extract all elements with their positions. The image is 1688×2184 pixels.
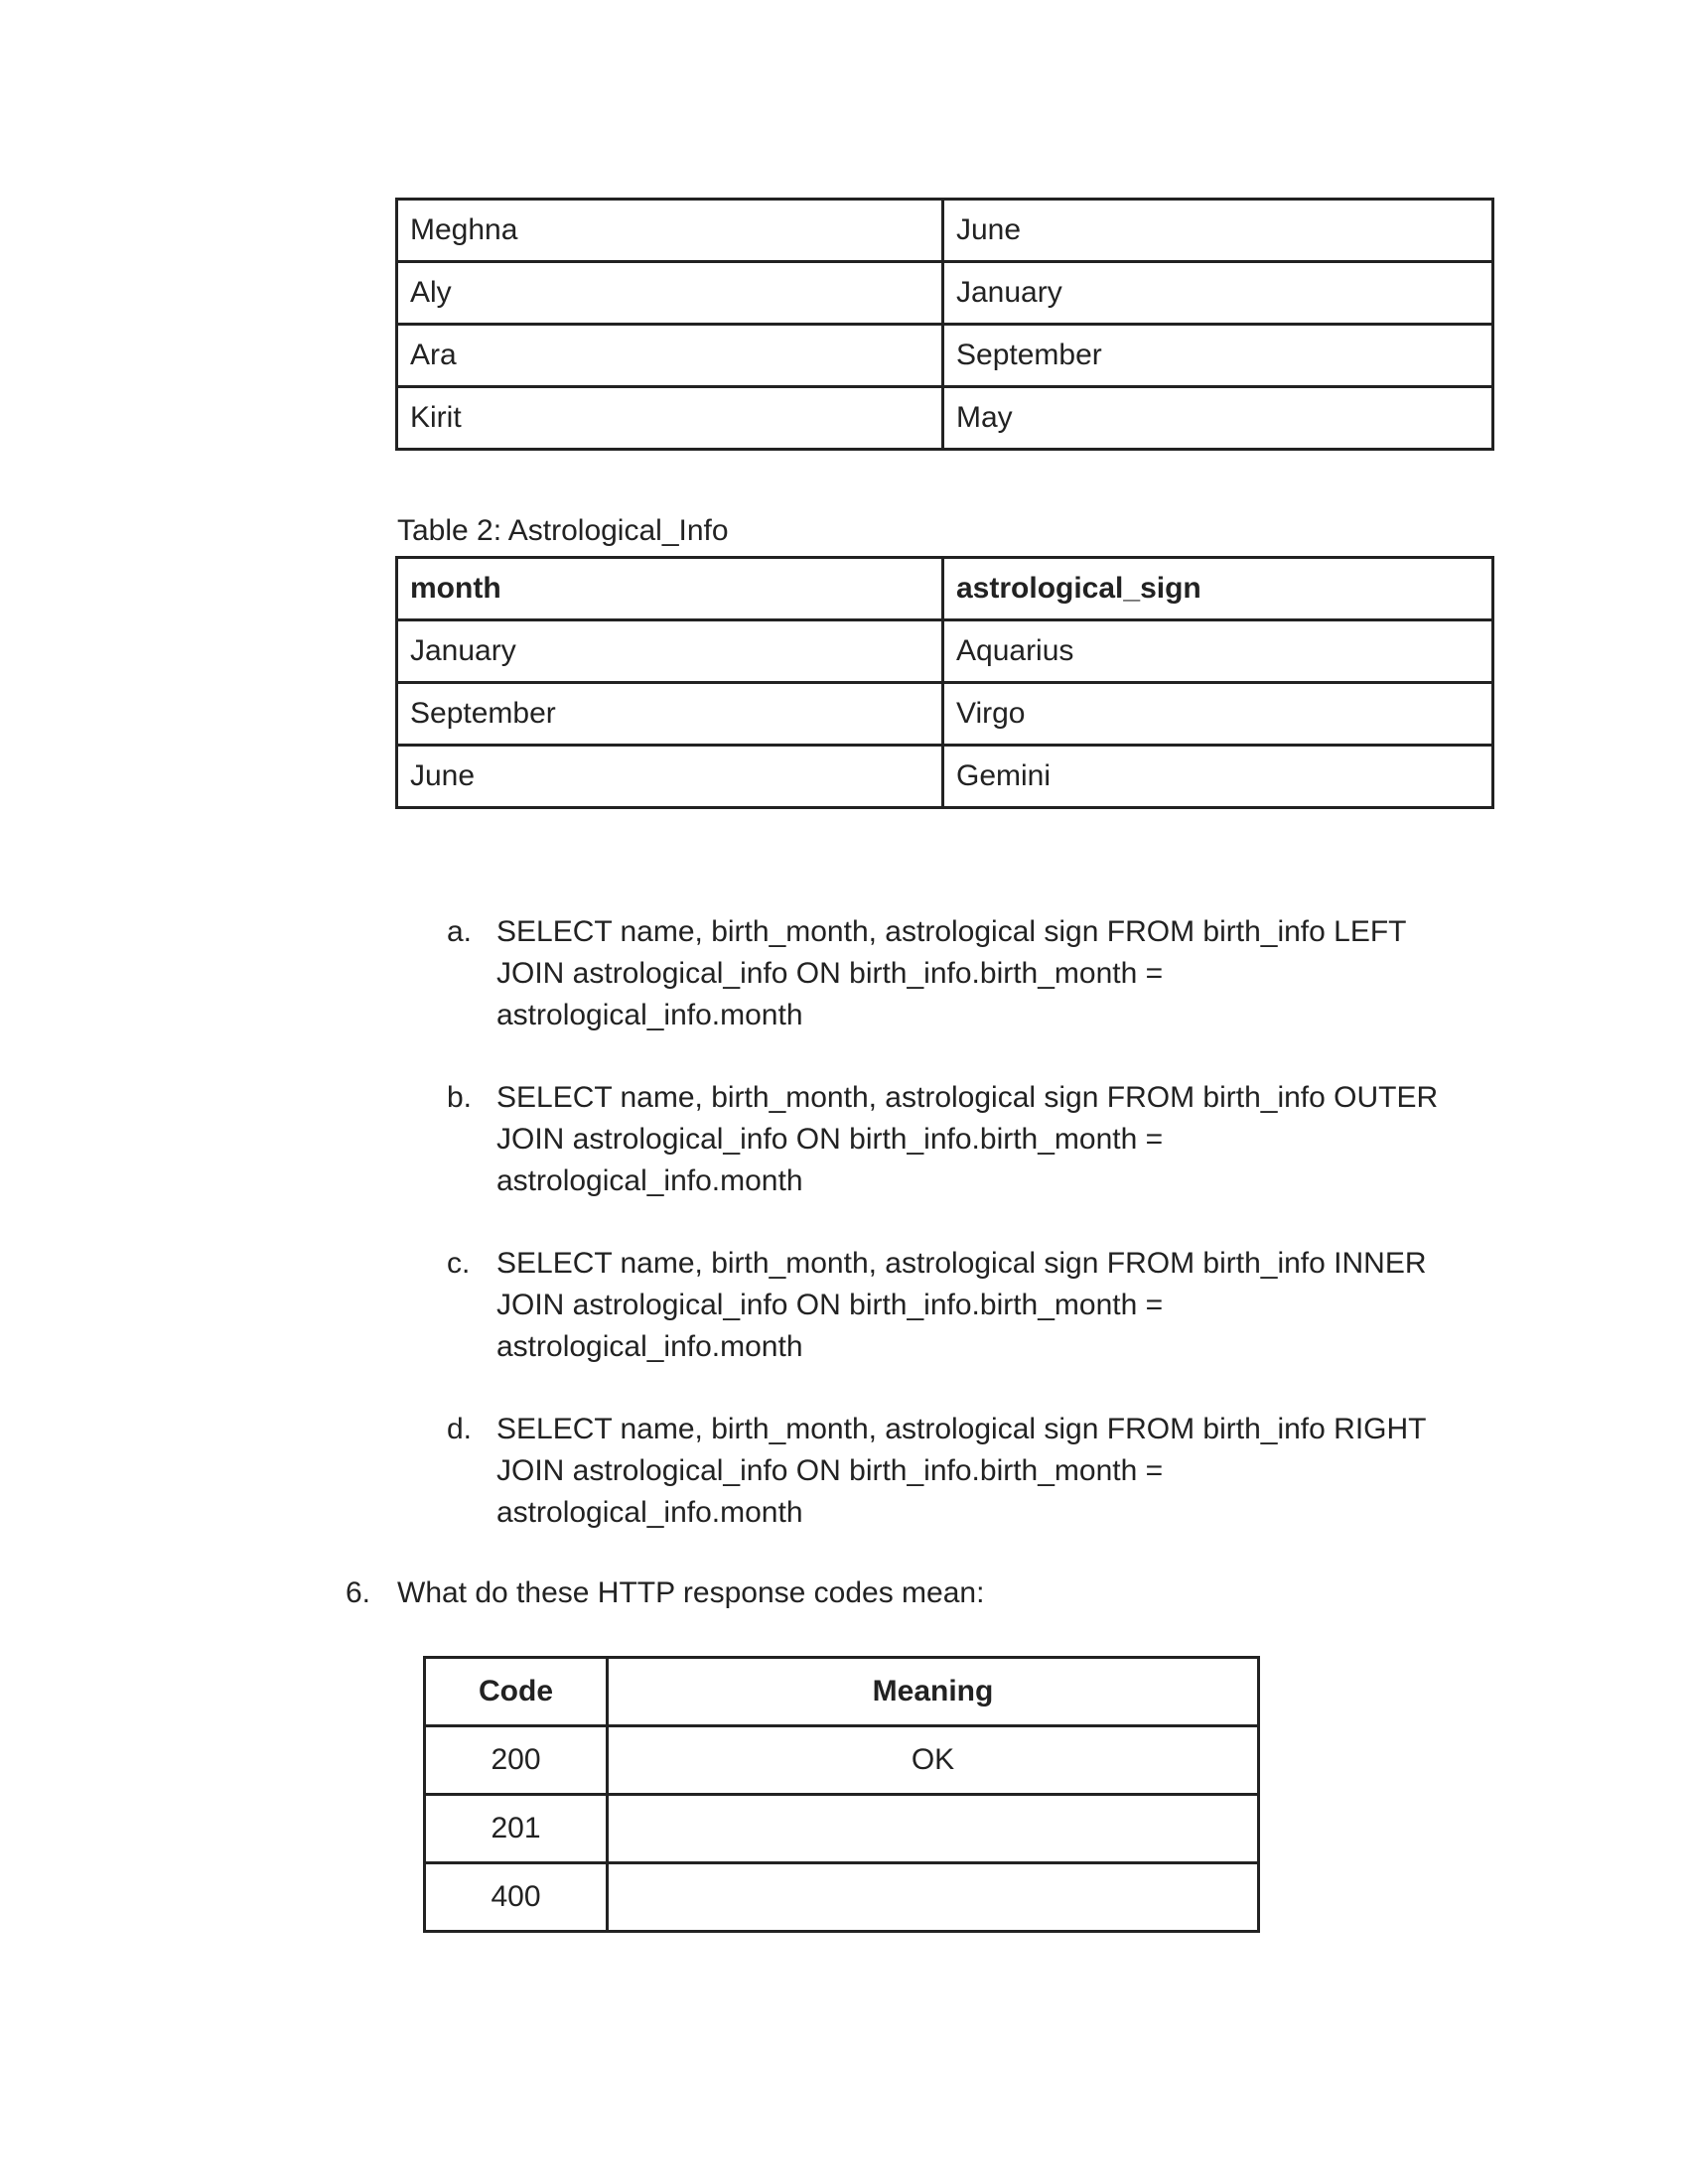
table-cell: Meghna — [397, 200, 943, 262]
table-cell: June — [943, 200, 1493, 262]
table-cell: September — [397, 683, 943, 746]
option-line: astrological_info.month — [496, 1496, 803, 1529]
option-label: d. — [447, 1413, 473, 1445]
option-line: SELECT name, birth_month, astrological sign FROM birth_info OUTER — [496, 1081, 1439, 1114]
table-cell: June — [397, 746, 943, 808]
option-line: JOIN astrological_info ON birth_info.birth_month = — [496, 1123, 1164, 1156]
question-6 — [346, 1576, 1438, 1610]
table-row — [397, 387, 1493, 450]
option-line: SELECT name, birth_month, astrological sign FROM birth_info INNER — [496, 1247, 1427, 1280]
option-text — [496, 911, 1489, 1036]
table-row — [397, 262, 1493, 325]
birth-info-table — [395, 198, 1494, 451]
option-line: astrological_info.month — [496, 1330, 803, 1363]
option-line: SELECT name, birth_month, astrological sign FROM birth_info LEFT — [496, 915, 1407, 948]
table-cell: Aly — [397, 262, 943, 325]
option-line: JOIN astrological_info ON birth_info.birth_month = — [496, 957, 1164, 990]
table-row — [425, 1795, 1259, 1863]
table-row — [397, 325, 1493, 387]
table-cell: January — [943, 262, 1493, 325]
table-cell: Ara — [397, 325, 943, 387]
table-cell: September — [943, 325, 1493, 387]
option-line: SELECT name, birth_month, astrological sign FROM birth_info RIGHT — [496, 1413, 1427, 1445]
answer-option-a — [447, 911, 1539, 1040]
option-line: astrological_info.month — [496, 1164, 803, 1197]
column-header-month: month — [397, 558, 943, 620]
answer-option-d — [447, 1409, 1539, 1538]
option-label: b. — [447, 1081, 473, 1114]
column-header-meaning: Meaning — [608, 1658, 1259, 1726]
option-text — [496, 1409, 1489, 1534]
option-text — [496, 1243, 1489, 1368]
astrological-info-table — [395, 556, 1494, 809]
question-text: What do these HTTP response codes mean: — [397, 1576, 985, 1609]
table-row — [397, 620, 1493, 683]
table-row — [425, 1726, 1259, 1795]
meaning-cell: OK — [608, 1726, 1259, 1795]
column-header-astrological-sign: astrological_sign — [943, 558, 1493, 620]
code-cell: 201 — [425, 1795, 608, 1863]
table-2-caption: Table 2: Astrological_Info — [397, 514, 729, 547]
meaning-cell — [608, 1863, 1259, 1932]
question-number: 6. — [346, 1576, 371, 1609]
answer-option-b — [447, 1077, 1539, 1206]
table-cell: Kirit — [397, 387, 943, 450]
table-cell: January — [397, 620, 943, 683]
option-line: JOIN astrological_info ON birth_info.birth_month = — [496, 1454, 1164, 1487]
option-label: c. — [447, 1247, 471, 1280]
code-cell: 400 — [425, 1863, 608, 1932]
code-cell: 200 — [425, 1726, 608, 1795]
table-cell: Aquarius — [943, 620, 1493, 683]
table-cell: May — [943, 387, 1493, 450]
table-cell: Virgo — [943, 683, 1493, 746]
http-codes-table — [423, 1656, 1260, 1933]
option-label: a. — [447, 915, 473, 948]
table-cell: Gemini — [943, 746, 1493, 808]
table-header-row — [425, 1658, 1259, 1726]
option-line: JOIN astrological_info ON birth_info.birth_month = — [496, 1289, 1164, 1321]
table-row — [397, 200, 1493, 262]
option-line: astrological_info.month — [496, 999, 803, 1031]
answer-option-c — [447, 1243, 1539, 1372]
option-text — [496, 1077, 1489, 1202]
table-row — [425, 1863, 1259, 1932]
table-row — [397, 683, 1493, 746]
table-row — [397, 746, 1493, 808]
column-header-code: Code — [425, 1658, 608, 1726]
table-header-row — [397, 558, 1493, 620]
meaning-cell — [608, 1795, 1259, 1863]
